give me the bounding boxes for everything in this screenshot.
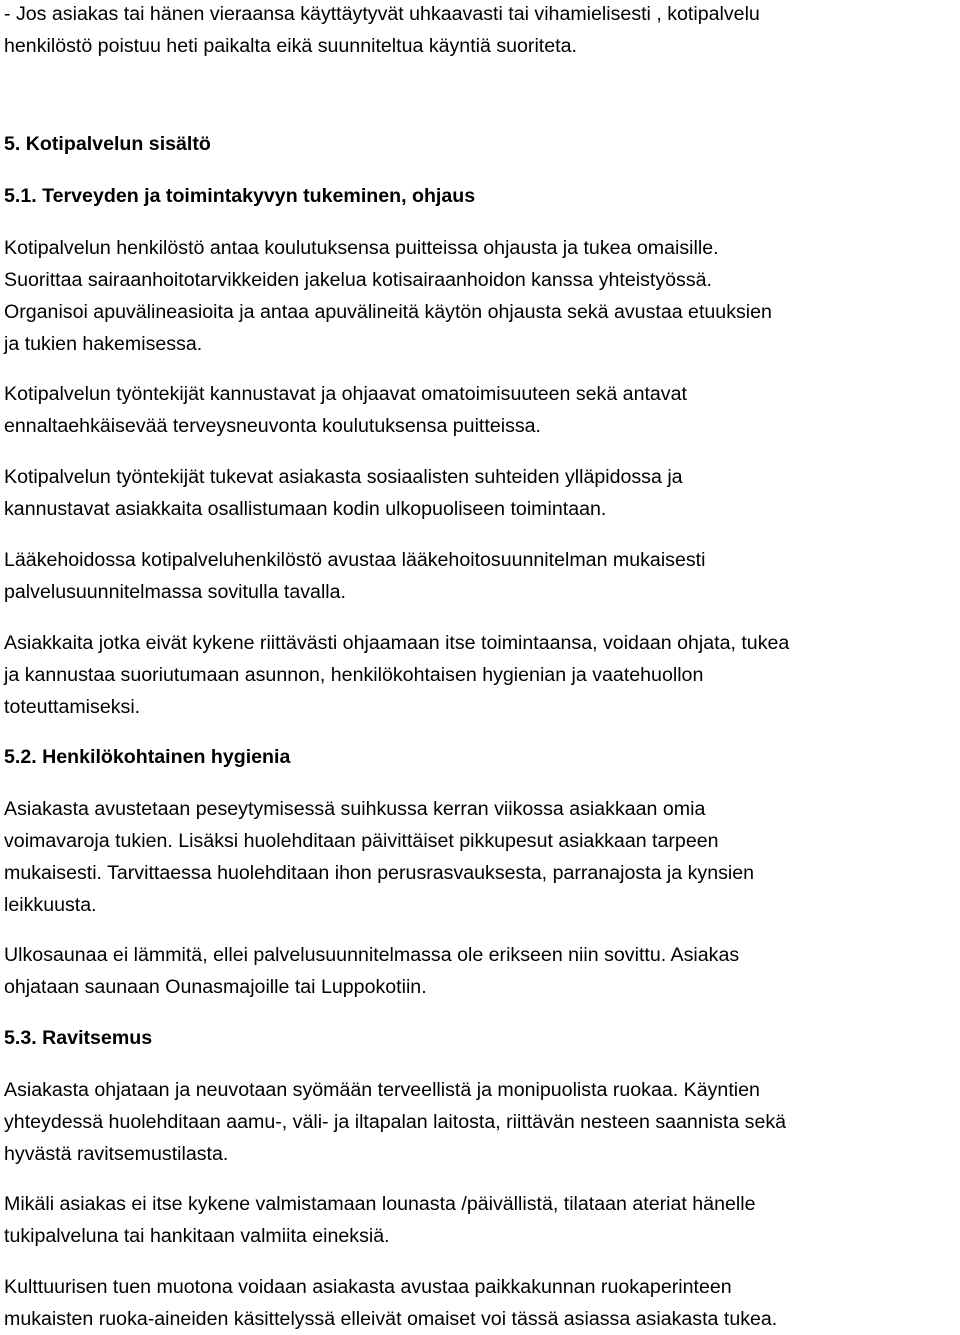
section-5-1-paragraph-1 <box>4 232 772 360</box>
section-5-3-heading: 5.3. Ravitsemus <box>4 1027 153 1049</box>
section-5-3-paragraph-1 <box>4 1074 786 1170</box>
text-line: Kotipalvelun työntekijät tukevat asiakasta sosiaalisten suhteiden ylläpidossa ja <box>4 466 683 488</box>
section-5-3-paragraph-3 <box>4 1271 777 1335</box>
section-5-2-paragraph-2 <box>4 939 739 1003</box>
text-line: kannustavat asiakkaita osallistumaan kodin ulkopuoliseen toimintaan. <box>4 498 607 520</box>
text-line: hyvästä ravitsemustilasta. <box>4 1143 229 1165</box>
section-5-2-paragraph-1 <box>4 793 754 921</box>
text-line: leikkuusta. <box>4 894 97 916</box>
text-line: yhteydessä huolehditaan aamu-, väli- ja iltapalan laitosta, riittävän nesteen saannista sekä <box>4 1111 787 1133</box>
section-5-2-heading: 5.2. Henkilökohtainen hygienia <box>4 746 291 768</box>
text-line: palvelusuunnitelmassa sovitulla tavalla. <box>4 581 346 603</box>
section-5-1-paragraph-2 <box>4 378 687 442</box>
text-line: toteuttamiseksi. <box>4 696 141 718</box>
text-line: henkilöstö poistuu heti paikalta eikä suunniteltua käyntiä suoriteta. <box>4 35 577 57</box>
text-line: ja tukien hakemisessa. <box>4 333 203 355</box>
section-5-1-heading: 5.1. Terveyden ja toimintakyvyn tukeminen, ohjaus <box>4 185 476 207</box>
text-line: ennaltaehkäisevää terveysneuvonta koulutuksensa puitteissa. <box>4 415 542 437</box>
text-line: Kulttuurisen tuen muotona voidaan asiakasta avustaa paikkakunnan ruokaperinteen <box>4 1276 732 1298</box>
text-line: Asiakkaita jotka eivät kykene riittävästi ohjaamaan itse toimintaansa, voidaan ohjata, tukea <box>4 632 790 654</box>
intro-paragraph <box>4 0 760 62</box>
text-line: Asiakasta ohjataan ja neuvotaan syömään terveellistä ja monipuolista ruokaa. Käyntien <box>4 1079 760 1101</box>
text-line: Mikäli asiakas ei itse kykene valmistamaan lounasta /päivällistä, tilataan ateriat hänelle <box>4 1193 756 1215</box>
text-line: voimavaroja tukien. Lisäksi huolehditaan päivittäiset pikkupesut asiakkaan tarpeen <box>4 830 719 852</box>
text-line: Kotipalvelun henkilöstö antaa koulutuksensa puitteissa ohjausta ja tukea omaisille. <box>4 237 719 259</box>
text-line: mukaisten ruoka-aineiden käsittelyssä elleivät omaiset voi tässä asiassa asiakasta tukea. <box>4 1308 778 1330</box>
text-line: - Jos asiakas tai hänen vieraansa käyttäytyvät uhkaavasti tai vihamielisesti , kotipalvelu <box>4 3 760 25</box>
text-line: Organisoi apuvälineasioita ja antaa apuvälineitä käytön ohjausta sekä avustaa etuuksien <box>4 301 772 323</box>
text-line: Ulkosaunaa ei lämmitä, ellei palvelusuunnitelmassa ole erikseen niin sovittu. Asiakas <box>4 944 740 966</box>
section-5-1-paragraph-5 <box>4 627 789 723</box>
text-line: Suorittaa sairaanhoitotarvikkeiden jakelua kotisairaanhoidon kanssa yhteistyössä. <box>4 269 712 291</box>
text-line: tukipalveluna tai hankitaan valmiita eineksiä. <box>4 1225 390 1247</box>
section-5-heading: 5. Kotipalvelun sisältö <box>4 133 211 155</box>
section-5-1-paragraph-3 <box>4 461 683 525</box>
text-line: Lääkehoidossa kotipalveluhenkilöstö avustaa lääkehoitosuunnitelman mukaisesti <box>4 549 706 571</box>
text-line: mukaisesti. Tarvittaessa huolehditaan ihon perusrasvauksesta, parranajosta ja kynsien <box>4 862 755 884</box>
section-5-3-paragraph-2 <box>4 1188 755 1252</box>
text-line: ja kannustaa suoriutumaan asunnon, henkilökohtaisen hygienian ja vaatehuollon <box>4 664 704 686</box>
section-5-1-paragraph-4 <box>4 544 705 608</box>
text-line: ohjataan saunaan Ounasmajoille tai Luppokotiin. <box>4 976 427 998</box>
text-line: Kotipalvelun työntekijät kannustavat ja ohjaavat omatoimisuuteen sekä antavat <box>4 383 687 405</box>
text-line: Asiakasta avustetaan peseytymisessä suihkussa kerran viikossa asiakkaan omia <box>4 798 706 820</box>
